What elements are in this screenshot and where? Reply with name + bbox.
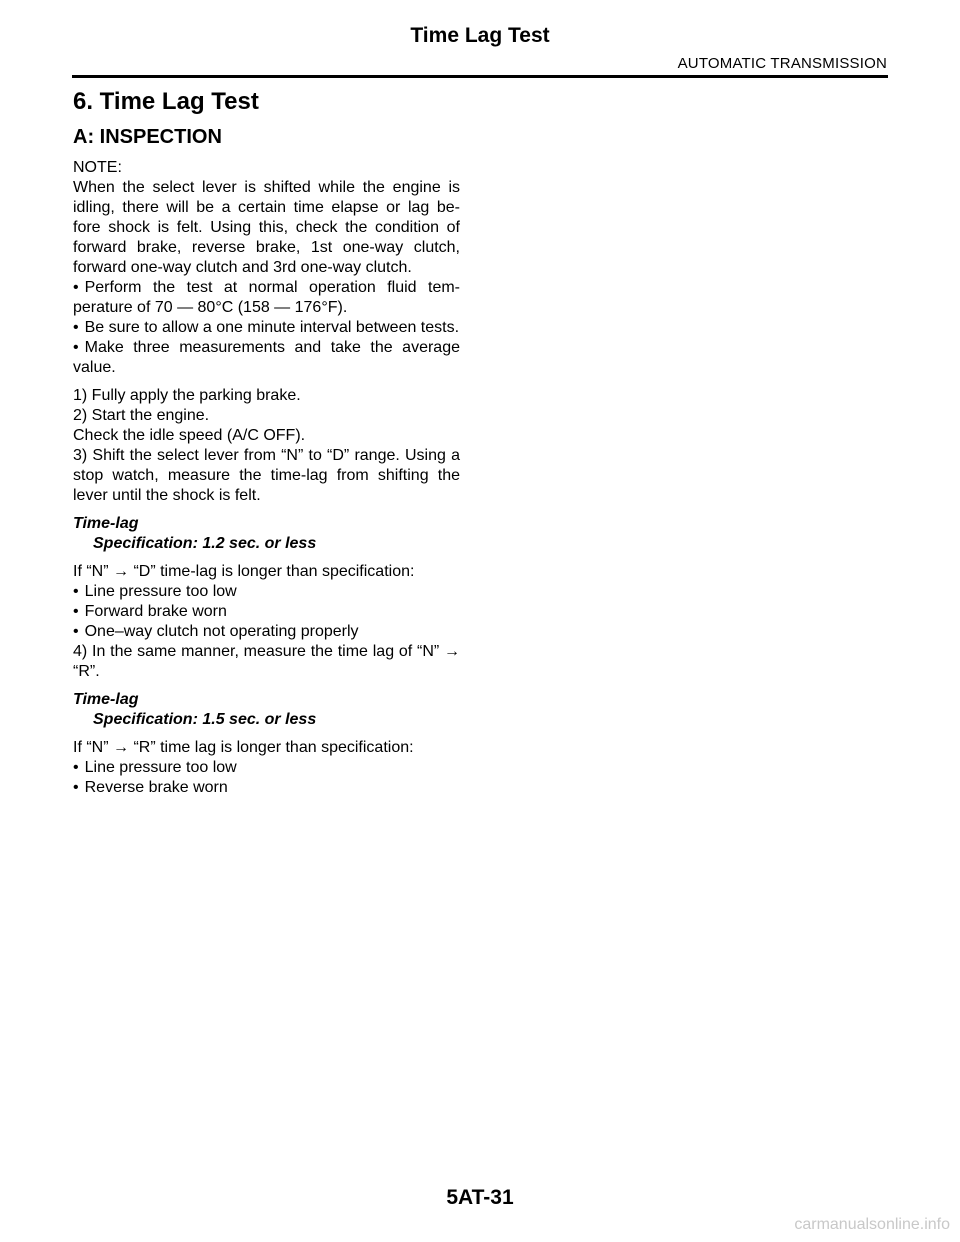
condition-2-bullet: • Line pressure too low xyxy=(73,758,460,778)
page-content xyxy=(73,86,460,798)
condition-1-bullet: • Forward brake worn xyxy=(73,602,460,622)
page-number: 5AT-31 xyxy=(446,1186,514,1209)
step-1: 1) Fully apply the parking brake. xyxy=(73,387,301,404)
section-heading: 6. Time Lag Test xyxy=(73,88,259,115)
condition-2: If “N” → “R” time lag is longer than specification: xyxy=(73,739,414,756)
step-2: 2) Start the engine. xyxy=(73,407,210,424)
header-title: Time Lag Test xyxy=(410,24,550,47)
condition-2-bullet: • Reverse brake worn xyxy=(73,778,460,798)
note-bullet: • Be sure to allow a one minute interval between tests. xyxy=(73,318,460,338)
step-3: 3) Shift the select lever from “N” to “D” range. Using a stop watch, measure the time-lag from shifting the lever until the shock is felt. xyxy=(73,447,460,504)
note-bullet: • Perform the test at normal operation fluid tem- perature of 70 — 80°C (158 — 176°F). xyxy=(73,278,460,318)
subsection-heading: A: INSPECTION xyxy=(73,126,222,148)
condition-1-bullet: • One–way clutch not operating properly xyxy=(73,622,460,642)
spec-1-label: Time-lag xyxy=(73,515,139,532)
note-text: When the select lever is shifted while the engine is idling, there will be a certain time elapse or lag be- fore shock is felt. Using this, check the condition of forward brake, reverse brake, 1st one-way clutch, forward one-way clutch and 3rd one-way clutch. xyxy=(73,179,460,276)
header-rule xyxy=(72,75,888,78)
spec-2-label: Time-lag xyxy=(73,691,139,708)
step-4: 4) In the same manner, measure the time lag of “N” → “R”. xyxy=(73,643,460,680)
watermark: carmanualsonline.info xyxy=(794,1216,950,1233)
spec-2-value: Specification: 1.5 sec. or less xyxy=(93,711,317,728)
condition-1: If “N” → “D” time-lag is longer than specification: xyxy=(73,563,415,580)
step-2-sub: Check the idle speed (A/C OFF). xyxy=(73,427,306,444)
condition-1-bullet: • Line pressure too low xyxy=(73,582,460,602)
spec-1-value: Specification: 1.2 sec. or less xyxy=(93,535,317,552)
note-label: NOTE: xyxy=(73,159,122,176)
header-section: AUTOMATIC TRANSMISSION xyxy=(677,55,887,72)
note-bullet: • Make three measurements and take the average value. xyxy=(73,338,460,378)
